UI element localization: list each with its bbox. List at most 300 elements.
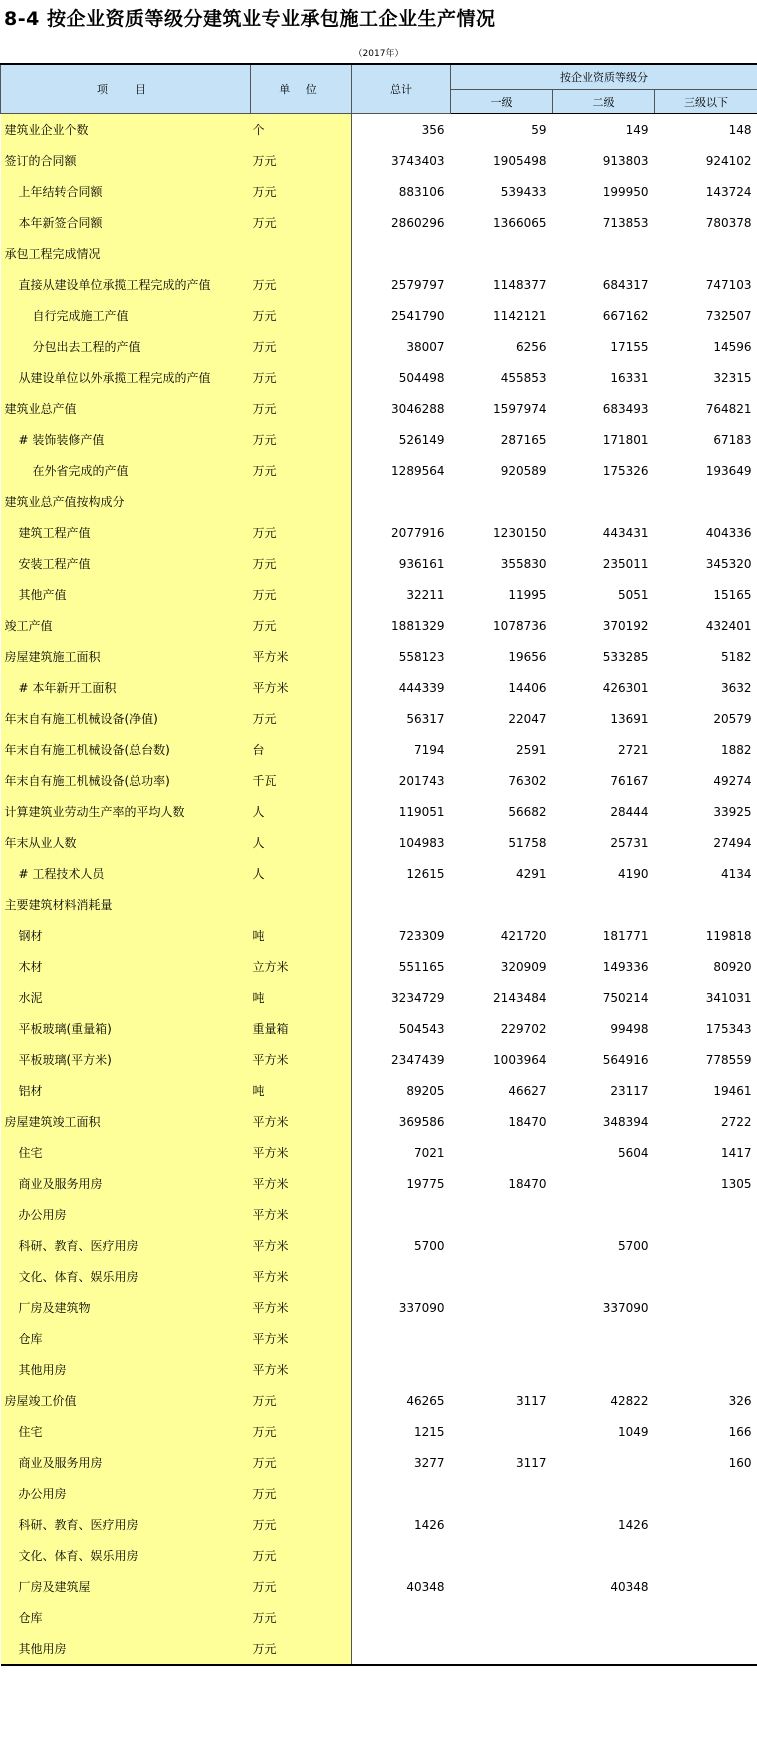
row-grade1 xyxy=(451,1230,553,1261)
row-item-label: 水泥 xyxy=(1,982,251,1013)
row-grade2: 667162 xyxy=(602,308,649,323)
row-item-label: 商业及服务用房 xyxy=(1,1168,251,1199)
row-total: 3743403 xyxy=(352,145,451,176)
row-item-label: 计算建筑业劳动生产率的平均人数 xyxy=(1,796,251,827)
row-grade2: 175326 xyxy=(602,463,649,478)
row-grade3: 143724 xyxy=(705,184,752,199)
row-grade2: 370192 xyxy=(602,618,649,633)
row-grade2: 5604 xyxy=(617,1145,649,1160)
row-grade3: 764821 xyxy=(705,401,752,416)
row-grade1: 1148377 xyxy=(493,277,547,292)
row-unit: 平方米 xyxy=(251,1261,352,1292)
row-total: 883106 xyxy=(352,176,451,207)
row-grade2: 99498 xyxy=(610,1021,649,1036)
row-unit: 平方米 xyxy=(251,1168,352,1199)
row-grade2: 28444 xyxy=(610,804,649,819)
table-row xyxy=(1,1385,757,1416)
row-grade2: 564916 xyxy=(602,1052,649,1067)
row-total: 558123 xyxy=(352,641,451,672)
row-item-label: 科研、教育、医疗用房 xyxy=(1,1230,251,1261)
row-item-label: 上年结转合同额 xyxy=(1,176,251,207)
row-grade1: 355830 xyxy=(500,556,547,571)
table-row xyxy=(1,951,757,982)
row-item-label: 其他用房 xyxy=(1,1633,251,1665)
row-item-label: 从建设单位以外承揽工程完成的产值 xyxy=(1,362,251,393)
row-grade2: 13691 xyxy=(610,711,649,726)
row-item-label: 建筑业企业个数 xyxy=(1,114,251,146)
table-row xyxy=(1,1137,757,1168)
table-row xyxy=(1,393,757,424)
row-unit: 万元 xyxy=(251,548,352,579)
row-total: 2541790 xyxy=(352,300,451,331)
row-item-label: 文化、体育、娱乐用房 xyxy=(1,1261,251,1292)
row-grade1: 2591 xyxy=(515,742,547,757)
table-row xyxy=(1,1323,757,1354)
row-item-label: 自行完成施工产值 xyxy=(1,300,251,331)
table-row xyxy=(1,424,757,455)
row-total: 46265 xyxy=(352,1385,451,1416)
row-grade2: 684317 xyxy=(602,277,649,292)
row-grade2: 337090 xyxy=(602,1300,649,1315)
row-item-label: 年末自有施工机械设备(总台数) xyxy=(1,734,251,765)
row-grade2 xyxy=(553,1168,655,1199)
row-total: 356 xyxy=(352,114,451,146)
row-grade3 xyxy=(655,1571,757,1602)
table-row xyxy=(1,672,757,703)
table-row xyxy=(1,145,757,176)
row-grade1: 56682 xyxy=(508,804,547,819)
table-row xyxy=(1,455,757,486)
table-row xyxy=(1,858,757,889)
row-unit: 万元 xyxy=(251,1478,352,1509)
row-grade1 xyxy=(451,238,553,269)
row-grade3: 160 xyxy=(728,1455,752,1470)
row-total: 3046288 xyxy=(352,393,451,424)
row-total xyxy=(352,1261,451,1292)
row-item-label: 安装工程产值 xyxy=(1,548,251,579)
row-grade3: 924102 xyxy=(705,153,752,168)
row-grade2: 348394 xyxy=(602,1114,649,1129)
row-unit: 万元 xyxy=(251,1571,352,1602)
row-total: 504543 xyxy=(352,1013,451,1044)
row-grade2: 913803 xyxy=(602,153,649,168)
table-row xyxy=(1,300,757,331)
row-total xyxy=(352,1602,451,1633)
row-unit: 万元 xyxy=(251,300,352,331)
row-grade2: 1426 xyxy=(617,1517,649,1532)
row-unit: 吨 xyxy=(251,982,352,1013)
row-grade1: 3117 xyxy=(515,1393,547,1408)
row-unit: 万元 xyxy=(251,579,352,610)
row-grade1 xyxy=(451,1633,553,1665)
table-row xyxy=(1,579,757,610)
row-total xyxy=(352,1323,451,1354)
table-row xyxy=(1,765,757,796)
row-grade1: 287165 xyxy=(500,432,547,447)
row-grade3: 80920 xyxy=(713,959,752,974)
row-total: 7021 xyxy=(352,1137,451,1168)
row-unit: 平方米 xyxy=(251,1199,352,1230)
table-row xyxy=(1,1478,757,1509)
row-item-label: 木材 xyxy=(1,951,251,982)
row-unit: 平方米 xyxy=(251,641,352,672)
table-row xyxy=(1,1602,757,1633)
row-grade1 xyxy=(451,1540,553,1571)
row-grade3: 119818 xyxy=(705,928,752,943)
table-row xyxy=(1,610,757,641)
row-grade1: 6256 xyxy=(515,339,547,354)
table-row xyxy=(1,1230,757,1261)
row-total: 936161 xyxy=(352,548,451,579)
row-grade3 xyxy=(655,1633,757,1665)
row-item-label: 建筑业总产值 xyxy=(1,393,251,424)
table-row xyxy=(1,703,757,734)
row-item-label: 平板玻璃(平方米) xyxy=(1,1044,251,1075)
row-unit: 个 xyxy=(251,114,352,146)
row-grade2 xyxy=(553,1633,655,1665)
row-grade3 xyxy=(655,1602,757,1633)
row-item-label: 签订的合同额 xyxy=(1,145,251,176)
row-grade3: 148 xyxy=(728,122,752,137)
row-grade3: 32315 xyxy=(713,370,752,385)
row-unit: 万元 xyxy=(251,1633,352,1665)
row-item-label: 商业及服务用房 xyxy=(1,1447,251,1478)
row-grade1 xyxy=(451,1137,553,1168)
row-item-label: # 本年新开工面积 xyxy=(1,672,251,703)
row-grade1: 3117 xyxy=(515,1455,547,1470)
row-unit: 平方米 xyxy=(251,1354,352,1385)
row-total: 2347439 xyxy=(352,1044,451,1075)
row-unit: 平方米 xyxy=(251,1106,352,1137)
row-grade3: 778559 xyxy=(705,1052,752,1067)
table-row xyxy=(1,1509,757,1540)
row-item-label: 办公用房 xyxy=(1,1199,251,1230)
row-total: 1215 xyxy=(352,1416,451,1447)
row-total: 40348 xyxy=(352,1571,451,1602)
row-total: 201743 xyxy=(352,765,451,796)
table-row xyxy=(1,1261,757,1292)
row-grade1: 22047 xyxy=(508,711,547,726)
row-grade1 xyxy=(451,889,553,920)
row-grade2: 683493 xyxy=(602,401,649,416)
row-total: 1289564 xyxy=(352,455,451,486)
table-row xyxy=(1,827,757,858)
row-unit: 万元 xyxy=(251,1416,352,1447)
row-total: 369586 xyxy=(352,1106,451,1137)
row-unit: 人 xyxy=(251,827,352,858)
row-grade2: 181771 xyxy=(602,928,649,943)
row-item-label: 年末从业人数 xyxy=(1,827,251,858)
row-grade2 xyxy=(553,486,655,517)
row-item-label: 办公用房 xyxy=(1,1478,251,1509)
row-grade1: 421720 xyxy=(500,928,547,943)
row-total xyxy=(352,1354,451,1385)
row-total: 1426 xyxy=(352,1509,451,1540)
row-grade3: 3632 xyxy=(720,680,752,695)
row-grade3 xyxy=(655,1230,757,1261)
row-grade2: 5051 xyxy=(617,587,649,602)
row-unit: 万元 xyxy=(251,145,352,176)
row-total: 551165 xyxy=(352,951,451,982)
row-grade1: 320909 xyxy=(500,959,547,974)
row-grade2: 750214 xyxy=(602,990,649,1005)
table-row xyxy=(1,486,757,517)
row-grade1 xyxy=(451,486,553,517)
row-grade3: 19461 xyxy=(713,1083,752,1098)
row-grade3: 2722 xyxy=(720,1114,752,1129)
row-item-label: 铝材 xyxy=(1,1075,251,1106)
row-grade2: 40348 xyxy=(610,1579,649,1594)
row-unit: 万元 xyxy=(251,455,352,486)
row-total: 723309 xyxy=(352,920,451,951)
row-unit: 人 xyxy=(251,858,352,889)
row-grade3 xyxy=(655,238,757,269)
row-item-label: 本年新签合同额 xyxy=(1,207,251,238)
row-unit: 万元 xyxy=(251,424,352,455)
row-unit xyxy=(251,889,352,920)
table-row xyxy=(1,1571,757,1602)
row-grade2 xyxy=(553,1261,655,1292)
row-total: 19775 xyxy=(352,1168,451,1199)
row-unit: 人 xyxy=(251,796,352,827)
row-unit: 万元 xyxy=(251,1509,352,1540)
row-item-label: # 装饰装修产值 xyxy=(1,424,251,455)
row-grade3: 1417 xyxy=(720,1145,752,1160)
row-item-label: 主要建筑材料消耗量 xyxy=(1,889,251,920)
row-grade1: 11995 xyxy=(508,587,547,602)
row-grade3 xyxy=(655,486,757,517)
row-item-label: 建筑工程产值 xyxy=(1,517,251,548)
row-item-label: 直接从建设单位承揽工程完成的产值 xyxy=(1,269,251,300)
row-grade3 xyxy=(655,1354,757,1385)
row-item-label: 钢材 xyxy=(1,920,251,951)
row-grade1: 920589 xyxy=(500,463,547,478)
row-total: 119051 xyxy=(352,796,451,827)
row-grade2: 4190 xyxy=(617,866,649,881)
header-grade2: 二级 xyxy=(553,90,655,114)
row-grade1 xyxy=(451,1354,553,1385)
row-item-label: 文化、体育、娱乐用房 xyxy=(1,1540,251,1571)
row-grade2 xyxy=(553,1540,655,1571)
row-grade1 xyxy=(451,1509,553,1540)
table-row xyxy=(1,207,757,238)
row-unit: 万元 xyxy=(251,517,352,548)
row-unit: 万元 xyxy=(251,176,352,207)
header-grade-group: 按企业资质等级分 xyxy=(451,64,757,90)
row-unit: 台 xyxy=(251,734,352,765)
row-grade1: 19656 xyxy=(508,649,547,664)
row-total xyxy=(352,1633,451,1665)
row-total: 32211 xyxy=(352,579,451,610)
table-body xyxy=(1,114,757,1666)
row-grade1: 1003964 xyxy=(493,1052,547,1067)
year-caption: （2017年） xyxy=(353,49,404,59)
row-grade3: 345320 xyxy=(705,556,752,571)
row-grade3: 404336 xyxy=(705,525,752,540)
header-grade3: 三级以下 xyxy=(655,90,757,114)
row-item-label: 其他用房 xyxy=(1,1354,251,1385)
table-row xyxy=(1,176,757,207)
row-grade1: 18470 xyxy=(508,1114,547,1129)
row-total xyxy=(352,238,451,269)
row-item-label: 厂房及建筑屋 xyxy=(1,1571,251,1602)
row-grade2: 235011 xyxy=(602,556,649,571)
row-total: 38007 xyxy=(352,331,451,362)
row-unit: 万元 xyxy=(251,207,352,238)
row-grade3 xyxy=(655,1199,757,1230)
row-grade3: 67183 xyxy=(713,432,752,447)
row-grade3: 1882 xyxy=(720,742,752,757)
row-grade3 xyxy=(655,1540,757,1571)
row-grade2 xyxy=(553,1602,655,1633)
data-table xyxy=(0,63,757,1666)
row-grade3: 27494 xyxy=(713,835,752,850)
row-grade1: 1597974 xyxy=(493,401,547,416)
row-grade1: 539433 xyxy=(500,184,547,199)
row-grade3: 14596 xyxy=(713,339,752,354)
row-grade1 xyxy=(451,1416,553,1447)
row-unit: 万元 xyxy=(251,703,352,734)
row-grade3: 1305 xyxy=(720,1176,752,1191)
table-row xyxy=(1,796,757,827)
table-row xyxy=(1,734,757,765)
row-unit: 平方米 xyxy=(251,672,352,703)
table-row xyxy=(1,1354,757,1385)
table-row xyxy=(1,920,757,951)
row-grade3: 747103 xyxy=(705,277,752,292)
row-item-label: # 工程技术人员 xyxy=(1,858,251,889)
row-grade3 xyxy=(655,1292,757,1323)
row-total: 104983 xyxy=(352,827,451,858)
row-unit: 万元 xyxy=(251,331,352,362)
row-unit: 重量箱 xyxy=(251,1013,352,1044)
row-item-label: 仓库 xyxy=(1,1602,251,1633)
row-unit: 万元 xyxy=(251,1447,352,1478)
row-total xyxy=(352,889,451,920)
table-row xyxy=(1,1447,757,1478)
row-grade2 xyxy=(553,1323,655,1354)
row-total: 444339 xyxy=(352,672,451,703)
row-item-label: 房屋建筑施工面积 xyxy=(1,641,251,672)
row-grade3: 732507 xyxy=(705,308,752,323)
row-item-label: 厂房及建筑物 xyxy=(1,1292,251,1323)
row-total: 1881329 xyxy=(352,610,451,641)
row-grade3: 20579 xyxy=(713,711,752,726)
row-total: 5700 xyxy=(352,1230,451,1261)
row-grade2: 533285 xyxy=(602,649,649,664)
row-item-label: 在外省完成的产值 xyxy=(1,455,251,486)
header-item: 项 目 xyxy=(1,64,251,114)
row-item-label: 房屋建筑竣工面积 xyxy=(1,1106,251,1137)
row-unit: 万元 xyxy=(251,1602,352,1633)
row-grade3: 193649 xyxy=(705,463,752,478)
row-total: 2077916 xyxy=(352,517,451,548)
row-grade3: 15165 xyxy=(713,587,752,602)
row-total: 2579797 xyxy=(352,269,451,300)
row-grade1 xyxy=(451,1602,553,1633)
row-grade1: 229702 xyxy=(500,1021,547,1036)
row-unit xyxy=(251,238,352,269)
row-grade2: 713853 xyxy=(602,215,649,230)
row-grade3 xyxy=(655,1261,757,1292)
row-total: 3277 xyxy=(352,1447,451,1478)
table-row xyxy=(1,1416,757,1447)
row-grade1: 1366065 xyxy=(493,215,547,230)
table-row xyxy=(1,1106,757,1137)
row-grade1 xyxy=(451,1292,553,1323)
row-item-label: 科研、教育、医疗用房 xyxy=(1,1509,251,1540)
row-grade2 xyxy=(553,1354,655,1385)
row-total xyxy=(352,1478,451,1509)
row-grade1: 18470 xyxy=(508,1176,547,1191)
row-total: 504498 xyxy=(352,362,451,393)
row-unit: 平方米 xyxy=(251,1292,352,1323)
row-item-label: 承包工程完成情况 xyxy=(1,238,251,269)
row-grade1 xyxy=(451,1199,553,1230)
table-row xyxy=(1,1168,757,1199)
row-unit: 平方米 xyxy=(251,1323,352,1354)
row-unit: 立方米 xyxy=(251,951,352,982)
table-row xyxy=(1,1292,757,1323)
row-unit: 平方米 xyxy=(251,1044,352,1075)
row-item-label: 建筑业总产值按构成分 xyxy=(1,486,251,517)
row-grade2 xyxy=(553,889,655,920)
row-grade3 xyxy=(655,1478,757,1509)
table-header xyxy=(1,64,757,114)
row-unit: 吨 xyxy=(251,920,352,951)
row-unit: 平方米 xyxy=(251,1230,352,1261)
header-total: 总计 xyxy=(352,64,451,114)
row-item-label: 平板玻璃(重量箱) xyxy=(1,1013,251,1044)
row-unit: 万元 xyxy=(251,269,352,300)
row-total xyxy=(352,1199,451,1230)
table-row xyxy=(1,238,757,269)
row-grade3: 341031 xyxy=(705,990,752,1005)
row-item-label: 年末自有施工机械设备(净值) xyxy=(1,703,251,734)
row-grade2: 23117 xyxy=(610,1083,649,1098)
table-row xyxy=(1,269,757,300)
table-row xyxy=(1,1013,757,1044)
row-unit: 吨 xyxy=(251,1075,352,1106)
row-item-label: 住宅 xyxy=(1,1137,251,1168)
row-grade2: 17155 xyxy=(610,339,649,354)
row-grade2: 5700 xyxy=(617,1238,649,1253)
table-row xyxy=(1,1044,757,1075)
row-total: 337090 xyxy=(352,1292,451,1323)
row-item-label: 年末自有施工机械设备(总功率) xyxy=(1,765,251,796)
row-grade3 xyxy=(655,889,757,920)
row-total: 7194 xyxy=(352,734,451,765)
row-unit: 平方米 xyxy=(251,1137,352,1168)
row-grade1: 1905498 xyxy=(493,153,547,168)
table-row xyxy=(1,1075,757,1106)
table-row xyxy=(1,1633,757,1665)
row-unit: 万元 xyxy=(251,1540,352,1571)
row-grade3: 166 xyxy=(728,1424,752,1439)
row-total: 12615 xyxy=(352,858,451,889)
row-grade1: 1142121 xyxy=(493,308,547,323)
row-grade2: 76167 xyxy=(610,773,649,788)
table-row xyxy=(1,982,757,1013)
table-row xyxy=(1,889,757,920)
row-unit: 万元 xyxy=(251,610,352,641)
row-total: 56317 xyxy=(352,703,451,734)
row-grade1 xyxy=(451,1478,553,1509)
row-grade3: 432401 xyxy=(705,618,752,633)
row-total: 2860296 xyxy=(352,207,451,238)
row-grade2: 1049 xyxy=(617,1424,649,1439)
row-grade1: 51758 xyxy=(508,835,547,850)
